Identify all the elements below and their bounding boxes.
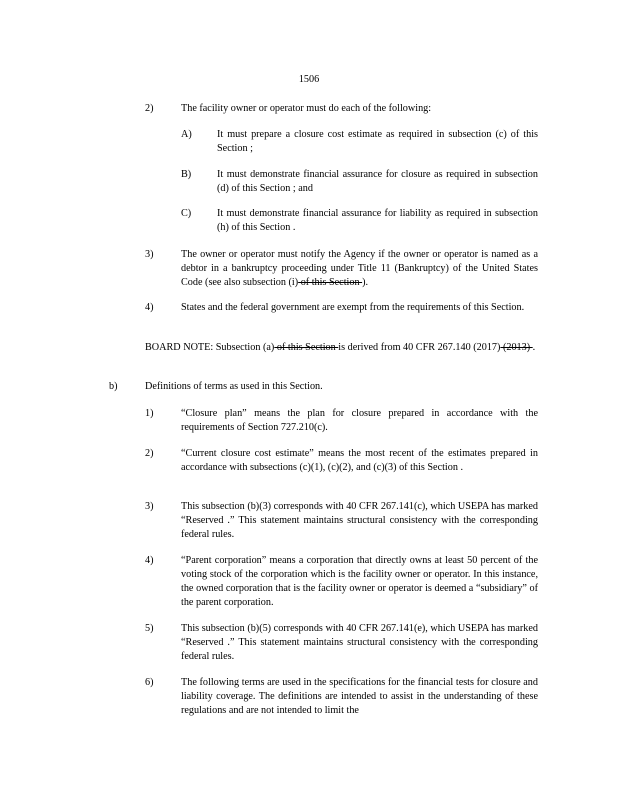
- item-text: It must demonstrate financial assurance for liability as required in subsection (h) of this Section .: [217, 208, 538, 233]
- item-label: b): [109, 381, 118, 392]
- item-label: C): [181, 208, 192, 219]
- item-text: The facility owner or operator must do each of the following:: [181, 103, 432, 114]
- item-text: This subsection (b)(3) corresponds with 40 CFR 267.141(c), which USEPA has marked “Reserved .” This statement maintains structural consistency with the corresponding federal rules.: [181, 501, 538, 540]
- board-note: BOARD NOTE: Subsection (a) of this Section is derived from 40 CFR 267.140 (2017) (2013) .: [145, 342, 536, 353]
- item-text: “Parent corporation” means a corporation that directly owns at least 50 percent of the voting stock of the corporation which is the facility owner or operator. In this instance, the owned corporation that is the facility owner or operator is deemed a “subsidiary” of the parent corporation.: [181, 555, 538, 608]
- item-text: The owner or operator must notify the Agency if the owner or operator is named as a debtor in a bankruptcy proceeding under Title 11 (Bankruptcy) of the United States Code (see also subsection (i) of this Section ).: [181, 249, 538, 288]
- item-label: 2): [145, 103, 154, 114]
- deleted-text: of this Section: [298, 277, 363, 288]
- item-label: A): [181, 129, 192, 140]
- item-label: 1): [145, 408, 154, 419]
- item-label: 5): [145, 623, 154, 634]
- item-label: 3): [145, 501, 154, 512]
- item-text: This subsection (b)(5) corresponds with 40 CFR 267.141(e), which USEPA has marked “Reserved .” This statement maintains structural consistency with the corresponding federal rules.: [181, 623, 538, 662]
- item-text: “Closure plan” means the plan for closure prepared in accordance with the requirements of Section 727.210(c).: [181, 408, 538, 433]
- item-text: The following terms are used in the specifications for the financial tests for closure and liability coverage. The definitions are intended to assist in the understanding of these regulations and are not intended to limit the: [181, 677, 538, 716]
- item-label: 2): [145, 448, 154, 459]
- item-text: It must demonstrate financial assurance for closure as required in subsection (d) of this Section ; and: [217, 169, 538, 194]
- item-text: “Current closure cost estimate” means the most recent of the estimates prepared in accordance with subsections (c)(1), (c)(2), and (c)(3) of this Section .: [181, 448, 538, 473]
- item-label: 4): [145, 555, 154, 566]
- item-label: 6): [145, 677, 154, 688]
- page-number: 1506: [298, 74, 320, 85]
- item-text: Definitions of terms as used in this Section.: [145, 381, 323, 392]
- item-text: States and the federal government are exempt from the requirements of this Section.: [181, 302, 525, 313]
- deleted-text: of this Section: [274, 342, 339, 353]
- item-text: It must prepare a closure cost estimate as required in subsection (c) of this Section ;: [217, 129, 538, 154]
- deleted-text: (2013): [500, 342, 533, 353]
- item-label: 4): [145, 302, 154, 313]
- item-label: 3): [145, 249, 154, 260]
- item-label: B): [181, 169, 192, 180]
